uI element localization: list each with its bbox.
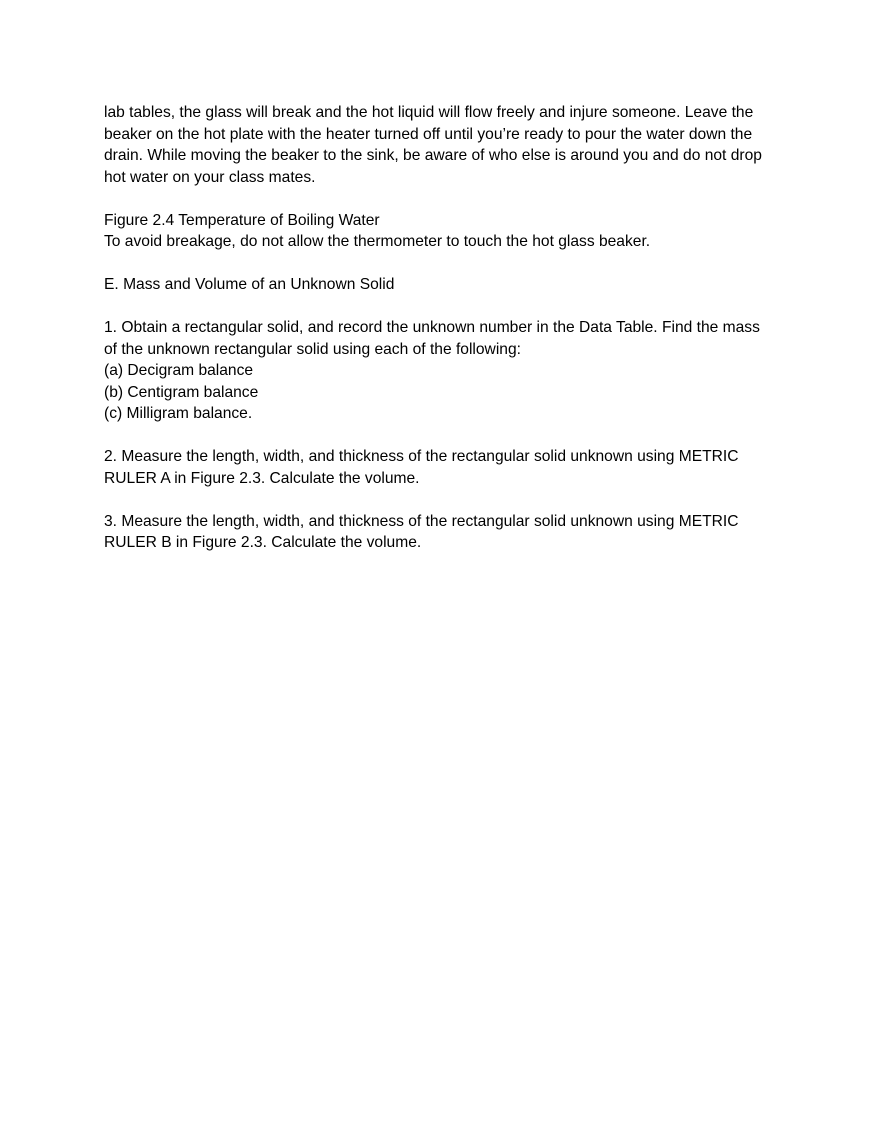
figure-note: To avoid breakage, do not allow the thermometer to touch the hot glass beaker. (104, 233, 651, 250)
step-line: 1. Obtain a rectangular solid, and record the unknown number in the Data Table. Find the mass (104, 319, 760, 336)
sub-item-centigram: (b) Centigram balance (104, 383, 259, 401)
intro-line: lab tables, the glass will break and the hot liquid will flow freely and injure someone. Leave the (104, 104, 754, 121)
figure-caption: Figure 2.4 Temperature of Boiling Water (104, 211, 380, 229)
step-line: 2. Measure the length, width, and thickness of the rectangular solid unknown using METRIC (104, 448, 739, 465)
intro-line: drain. While moving the beaker to the sink, be aware of who else is around you and do not drop (104, 147, 762, 164)
intro-paragraph (104, 102, 784, 188)
section-heading-text: E. Mass and Volume of an Unknown Solid (104, 276, 395, 293)
paragraph-spacer (104, 188, 784, 210)
step-1 (104, 317, 784, 425)
sub-item-decigram: (a) Decigram balance (104, 362, 254, 379)
step-line: 3. Measure the length, width, and thickness of the rectangular solid unknown using METRIC (104, 512, 739, 530)
intro-line: hot water on your class mates. (104, 168, 316, 186)
figure-block (104, 210, 784, 253)
step-2 (104, 446, 784, 489)
section-heading (104, 274, 784, 296)
document-page (104, 102, 784, 554)
step-3 (104, 511, 784, 554)
step-line: RULER A in Figure 2.3. Calculate the volume. (104, 469, 420, 487)
step-line: RULER B in Figure 2.3. Calculate the volume. (104, 534, 422, 551)
sub-item-milligram: (c) Milligram balance. (104, 405, 253, 422)
paragraph-spacer (104, 489, 784, 511)
paragraph-spacer (104, 425, 784, 447)
step-line: of the unknown rectangular solid using each of the following: (104, 340, 521, 358)
intro-line: beaker on the hot plate with the heater turned off until you’re ready to pour the water down the (104, 125, 753, 143)
paragraph-spacer (104, 253, 784, 275)
paragraph-spacer (104, 296, 784, 318)
